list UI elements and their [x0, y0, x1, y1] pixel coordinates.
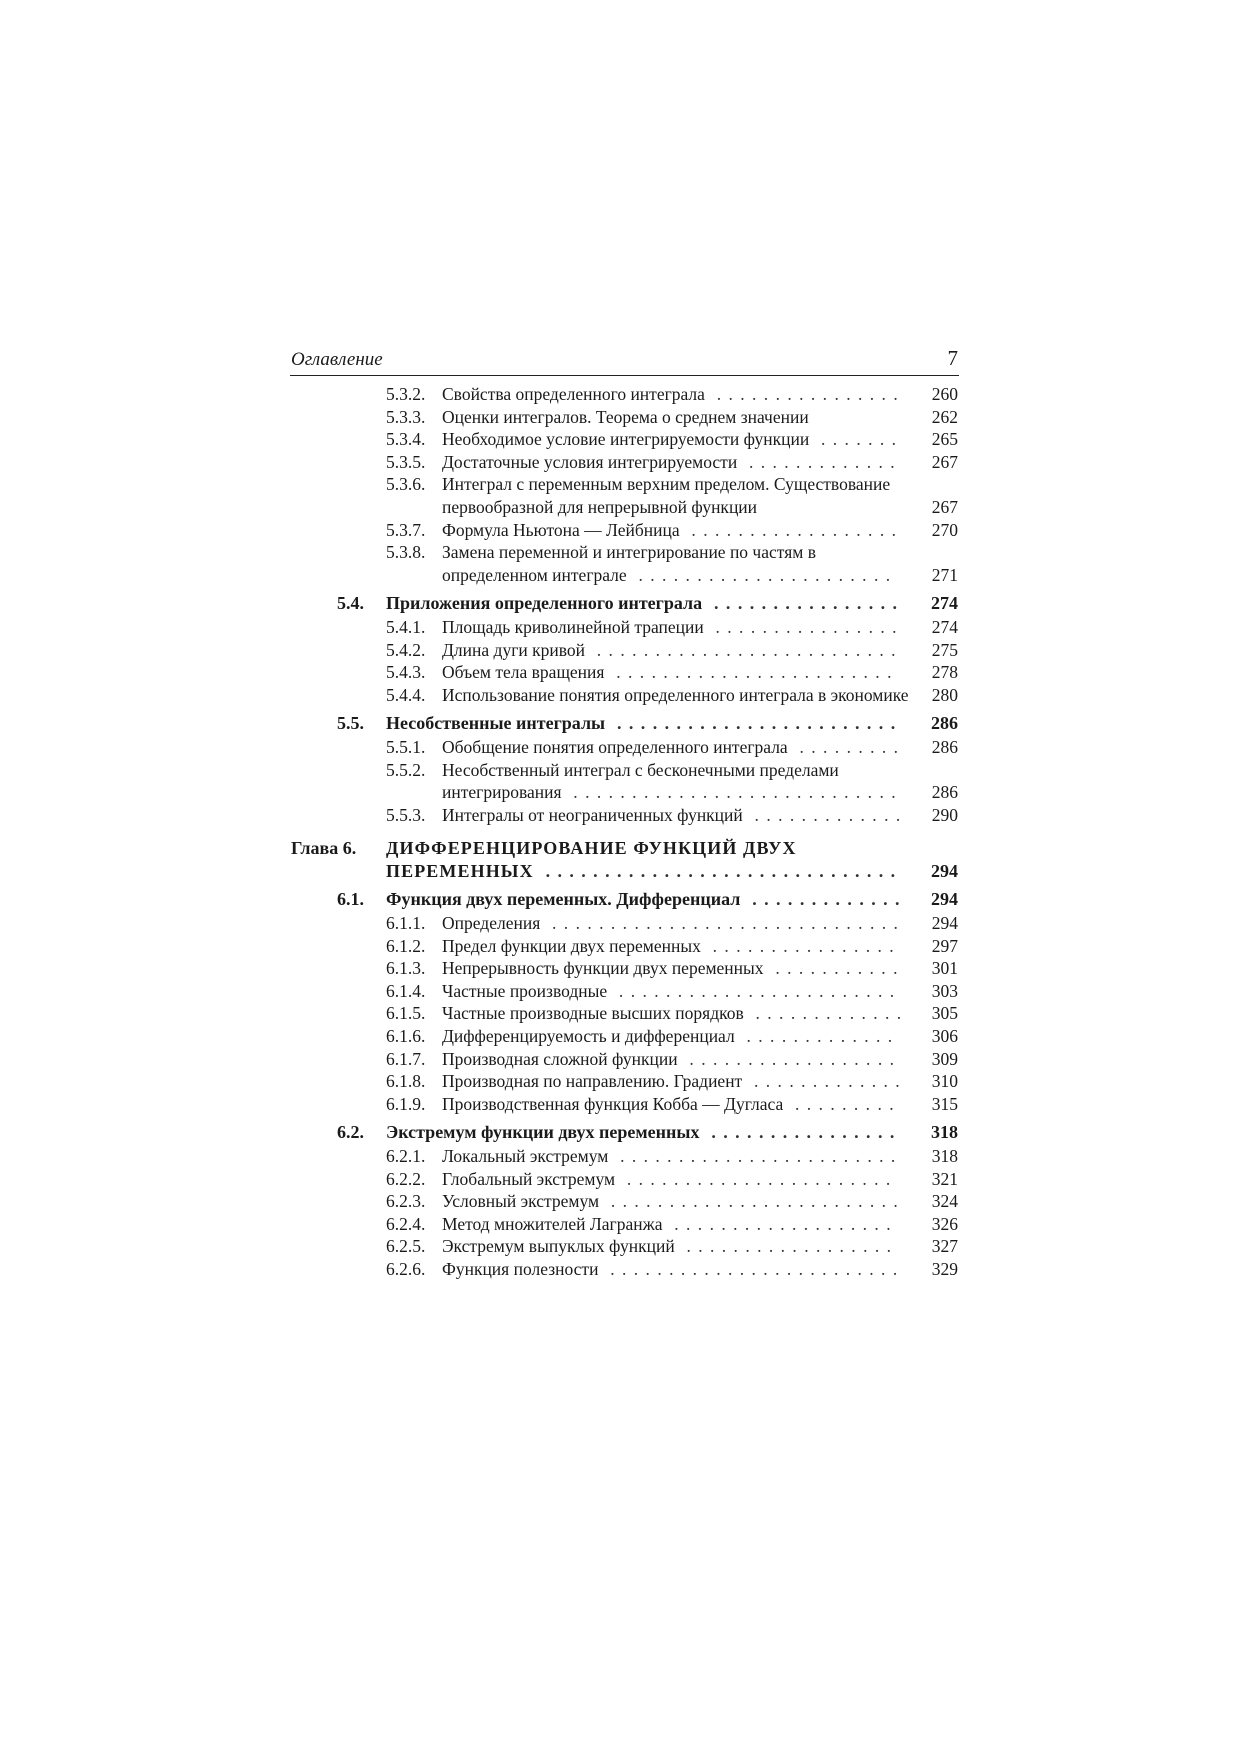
toc-entry-page: 327 — [931, 1236, 958, 1257]
toc-entry-title: Дифференцируемость и дифференциал — [442, 1026, 735, 1047]
toc-entry-page: 301 — [931, 958, 958, 979]
toc-entry-title: Оценки интегралов. Теорема о среднем значении — [442, 406, 809, 427]
dot-leader: ................... — [662, 1213, 898, 1234]
toc-entry-title: Использование понятия определенного интеграла в экономике — [442, 684, 909, 705]
dot-leader: ......... — [783, 1093, 901, 1114]
toc-entry-title: Предел функции двух переменных — [442, 935, 701, 956]
dot-leader: ....................... — [615, 1168, 898, 1189]
toc-subsection[interactable] — [290, 428, 959, 451]
dot-leader: .............................. — [533, 860, 903, 881]
toc-entry-number: 6.2.2. — [386, 1168, 426, 1189]
toc-subsection[interactable] — [290, 639, 959, 662]
toc-entry-number: 6.1.7. — [386, 1048, 426, 1069]
dot-leader: ................ — [704, 384, 906, 404]
toc-entry-number: 6.1.8. — [386, 1071, 426, 1092]
toc-entry-number: 5.5. — [337, 713, 364, 734]
toc-entry-number: 6.2.1. — [386, 1146, 426, 1166]
dot-leader: ................ — [703, 616, 904, 637]
toc-entry-title: Определения — [442, 913, 541, 934]
toc-subsection[interactable] — [290, 1048, 959, 1071]
toc-entry-number: 5.3.8. — [386, 542, 426, 563]
dot-leader: ......................... — [598, 1258, 905, 1279]
toc-entry-title: Свойства определенного интеграла — [442, 384, 705, 404]
toc-subsection[interactable] — [290, 541, 959, 586]
toc-subsection[interactable] — [290, 473, 959, 518]
toc-entry-title: Непрерывность функции двух переменных — [442, 958, 764, 979]
toc-entry-number: 5.5.2. — [386, 759, 426, 780]
toc-entry-page: 310 — [931, 1071, 958, 1092]
dot-leader: ............. — [743, 1003, 909, 1024]
toc-entry-number: 6.2.3. — [386, 1191, 426, 1212]
toc-entry-number: 6.1.1. — [386, 913, 426, 934]
toc-entry-number: 6.1. — [337, 889, 364, 910]
toc-entry-page: 318 — [931, 1122, 958, 1143]
toc-entry-title: Производная сложной функции — [442, 1048, 678, 1069]
table-of-contents — [290, 383, 959, 1281]
dot-leader: ........................ — [605, 713, 903, 734]
toc-entry-title: Частные производные высших порядков — [442, 1003, 744, 1024]
dot-leader: ...................... — [626, 564, 898, 585]
toc-entry-page: 286 — [931, 782, 958, 803]
toc-entry-title: Обобщение понятия определенного интеграла — [442, 736, 788, 757]
toc-entry-page: 274 — [931, 593, 958, 614]
toc-subsection[interactable] — [290, 1213, 959, 1236]
toc-entry-number: 6.1.9. — [386, 1093, 426, 1114]
dot-leader: ......................... — [599, 1191, 906, 1212]
toc-entry-page: 286 — [931, 736, 958, 757]
toc-entry-title: Интегралы от неограниченных функций — [442, 804, 743, 825]
toc-entry-title: Функция полезности — [442, 1258, 599, 1279]
toc-subsection[interactable] — [290, 1070, 959, 1093]
toc-entry-number: 5.3.7. — [386, 519, 426, 540]
toc-subsection[interactable] — [290, 912, 959, 935]
toc-subsection[interactable] — [290, 1235, 959, 1258]
toc-entry-page: 280 — [931, 684, 958, 705]
toc-entry-page: 275 — [931, 639, 958, 660]
toc-entry-number: 6.2.5. — [386, 1236, 426, 1257]
toc-entry-page: 294 — [931, 889, 958, 910]
toc-entry-page: 271 — [931, 564, 958, 585]
toc-subsection[interactable] — [290, 1025, 959, 1048]
dot-leader: ....... — [809, 429, 904, 450]
toc-subsection[interactable] — [290, 1002, 959, 1025]
dot-leader: ........... — [763, 958, 905, 979]
toc-chapter[interactable] — [290, 837, 959, 882]
toc-subsection[interactable] — [290, 1145, 959, 1168]
toc-subsection[interactable] — [290, 804, 959, 827]
toc-entry-number: 6.1.4. — [386, 980, 426, 1001]
toc-subsection[interactable] — [290, 957, 959, 980]
toc-entry-number: 5.3.6. — [386, 474, 426, 495]
toc-entry-title: Несобственный интеграл с бесконечными пределами интегрирования — [442, 759, 839, 803]
dot-leader: ........................ — [604, 662, 899, 683]
toc-entry-title: Необходимое условие интегрируемости функции — [442, 429, 810, 450]
toc-entry-title: Глобальный экстремум — [442, 1168, 616, 1189]
toc-entry-title: Несобственные интегралы — [386, 713, 606, 734]
dot-leader: ............. — [737, 451, 903, 472]
dot-leader: ............. — [742, 804, 908, 825]
toc-entry-number: 5.3.3. — [386, 406, 426, 427]
toc-entry-page: 270 — [931, 519, 958, 540]
dot-leader: ........................ — [608, 1146, 903, 1166]
toc-subsection[interactable] — [290, 451, 959, 474]
toc-entry-title: Интеграл с переменным верхним пределом. Существование первообразной для непрерывной функции — [442, 474, 891, 517]
toc-entry-page: 297 — [931, 935, 958, 956]
toc-entry-title: Площадь криволинейной трапеции — [442, 616, 704, 637]
toc-entry-page: 265 — [931, 429, 958, 450]
toc-subsection[interactable] — [290, 661, 959, 684]
toc-entry-number: 6.1.6. — [386, 1026, 426, 1047]
toc-entry-title: Метод множителей Лагранжа — [442, 1213, 663, 1234]
toc-entry-title: Экстремум выпуклых функций — [442, 1236, 675, 1257]
toc-entry-number: 5.4.1. — [386, 616, 426, 637]
toc-entry-number: Глава 6. — [291, 838, 357, 859]
toc-entry-page: 324 — [931, 1191, 958, 1212]
toc-entry-number: 5.4. — [337, 593, 364, 614]
running-header-title: Оглавление — [291, 349, 383, 370]
toc-entry-page: 274 — [931, 616, 958, 637]
toc-entry-title: Длина дуги кривой — [442, 639, 585, 660]
toc-entry-number: 5.3.4. — [386, 429, 426, 450]
dot-leader: ........................ — [607, 980, 902, 1001]
dot-leader: ............. — [740, 889, 907, 910]
dot-leader: .......................... — [585, 639, 903, 660]
toc-entry-number: 5.3.5. — [386, 451, 426, 472]
toc-entry-number: 5.4.2. — [386, 639, 426, 660]
dot-leader: .................. — [679, 519, 904, 540]
toc-entry-number: 5.4.3. — [386, 662, 426, 683]
toc-entry-number: 6.2.4. — [386, 1213, 426, 1234]
dot-leader: ................ — [699, 1122, 902, 1143]
toc-entry-page: 326 — [931, 1213, 958, 1234]
toc-entry-title: Приложения определенного интеграла — [386, 593, 703, 614]
page-number: 7 — [947, 346, 958, 370]
running-header — [290, 345, 959, 376]
toc-subsection[interactable] — [290, 684, 959, 707]
toc-subsection[interactable] — [290, 1168, 959, 1191]
toc-entry-page: 262 — [931, 406, 958, 427]
toc-section[interactable] — [290, 592, 959, 615]
dot-leader: ................ — [700, 935, 902, 956]
dot-leader: ............. — [734, 1026, 900, 1047]
toc-entry-title: Формула Ньютона — Лейбница — [442, 519, 680, 540]
toc-entry-title: Частные производные — [442, 980, 608, 1001]
toc-section[interactable] — [290, 712, 959, 735]
toc-entry-title: Экстремум функции двух переменных — [386, 1122, 700, 1143]
toc-section[interactable] — [290, 888, 959, 911]
toc-entry-page: 294 — [931, 860, 958, 881]
toc-entry-title: Производная по направлению. Градиент — [442, 1071, 743, 1092]
toc-entry-title: Локальный экстремум — [442, 1146, 609, 1166]
toc-entry-page: 318 — [931, 1146, 958, 1166]
toc-subsection[interactable] — [290, 1258, 959, 1281]
toc-entry-number: 5.3.2. — [386, 384, 426, 404]
toc-subsection[interactable] — [290, 980, 959, 1003]
toc-entry-number: 5.5.3. — [386, 804, 426, 825]
toc-entry-title: Условный экстремум — [442, 1191, 600, 1212]
toc-entry-number: 5.4.4. — [386, 684, 426, 705]
toc-subsection[interactable] — [290, 736, 959, 759]
toc-entry-page: 306 — [931, 1026, 958, 1047]
toc-entry-title: ДИФФЕРЕНЦИРОВАНИЕ ФУНКЦИЙ ДВУХ ПЕРЕМЕННЫХ — [386, 838, 797, 881]
toc-entry-page: 309 — [931, 1048, 958, 1069]
toc-entry-number: 6.1.3. — [386, 958, 426, 979]
toc-entry-page: 329 — [931, 1258, 958, 1279]
dot-leader: ................ — [702, 593, 905, 614]
toc-entry-title: Замена переменной и интегрирование по частям в определенном интеграле — [442, 542, 816, 585]
toc-entry-page: 267 — [931, 496, 958, 517]
toc-entry-page: 286 — [931, 713, 958, 734]
toc-subsection[interactable] — [290, 519, 959, 542]
toc-entry-page: 290 — [931, 804, 958, 825]
toc-entry-page: 267 — [931, 451, 958, 472]
toc-subsection[interactable] — [290, 616, 959, 639]
toc-section[interactable] — [290, 1121, 959, 1144]
toc-entry-title: Достаточные условия интегрируемости — [442, 451, 738, 472]
toc-subsection[interactable] — [290, 759, 959, 804]
toc-entry-number: 5.5.1. — [386, 736, 426, 757]
toc-entry-number: 6.2. — [337, 1122, 364, 1143]
toc-entry-title: Производственная функция Кобба — Дугласа — [442, 1093, 784, 1114]
dot-leader: ............. — [742, 1071, 908, 1092]
toc-subsection[interactable] — [290, 383, 959, 406]
toc-subsection[interactable] — [290, 406, 959, 429]
dot-leader: .............................. — [540, 913, 906, 934]
toc-entry-page: 305 — [931, 1003, 958, 1024]
toc-entry-title: Функция двух переменных. Дифференциал — [386, 889, 741, 910]
dot-leader: .................. — [674, 1236, 899, 1257]
dot-leader: .................. — [677, 1048, 902, 1069]
toc-subsection[interactable] — [290, 1093, 959, 1116]
toc-entry-number: 6.1.2. — [386, 935, 426, 956]
toc-entry-page: 278 — [931, 662, 958, 683]
dot-leader: ......... — [787, 736, 906, 757]
toc-entry-page: 294 — [931, 913, 958, 934]
toc-entry-title: Объем тела вращения — [442, 662, 605, 683]
toc-entry-number: 6.1.5. — [386, 1003, 426, 1024]
toc-entry-page: 260 — [931, 384, 958, 404]
page — [290, 345, 959, 1281]
toc-entry-number: 6.2.6. — [386, 1258, 426, 1279]
toc-entry-page: 315 — [931, 1093, 958, 1114]
toc-entry-page: 321 — [931, 1168, 958, 1189]
dot-leader: ............................ — [561, 782, 904, 803]
toc-subsection[interactable] — [290, 935, 959, 958]
toc-entry-page: 303 — [931, 980, 958, 1001]
toc-subsection[interactable] — [290, 1190, 959, 1213]
